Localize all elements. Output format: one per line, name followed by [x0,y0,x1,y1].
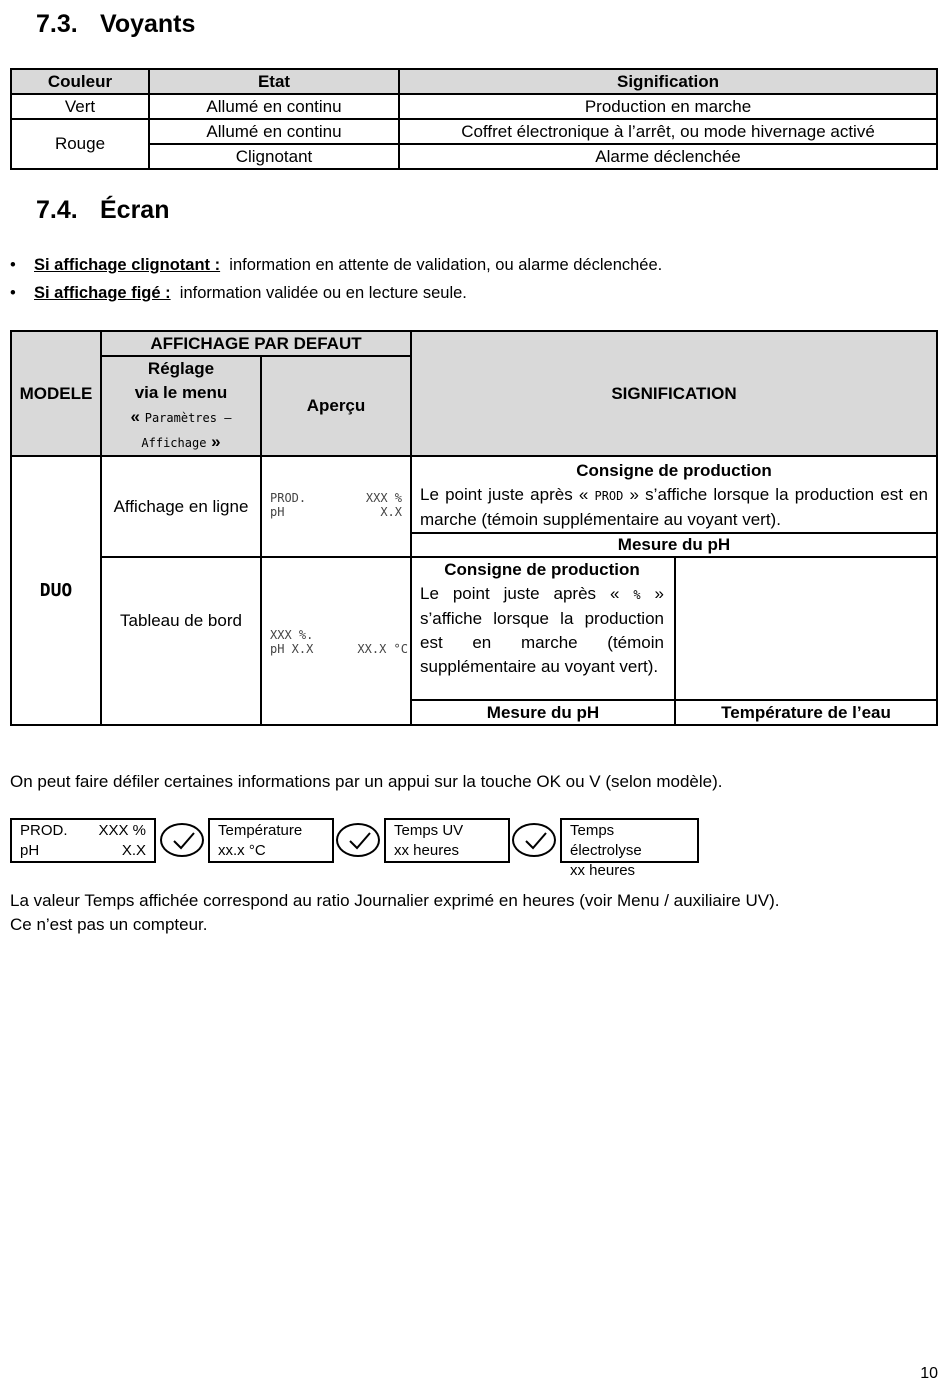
box-text: xx heures [570,862,636,879]
table-row [11,94,937,119]
reglage-line: Réglage [147,359,215,378]
bullet-label: Si affichage figé : [34,284,171,302]
display-preview [261,456,411,557]
preview-text: pH X.X [270,642,314,656]
signification-code: % [633,588,641,602]
bullet-text: information en attente de validation, ou alarme déclenchée. [229,256,663,274]
cell-couleur: Vert [11,94,149,119]
preview-text: pH [270,505,285,519]
signification-mesure: Mesure du pH [411,533,937,557]
box-text: PROD. [20,822,68,839]
signification-mesure: Mesure du pH [411,700,675,725]
box-text: pH [20,842,40,859]
signification-temperature: Température de l’eau [675,700,937,725]
ecran-table [10,330,938,726]
cell-reglage: Affichage en ligne [101,456,261,557]
display-preview [261,557,411,725]
box-text: Temps UV [394,822,464,839]
section-title: Voyants [100,10,196,38]
col-header-reglage [101,356,261,456]
signification-title: Consigne de production [444,560,640,579]
signification-cell [411,456,937,533]
preview-text: XX.X °C [357,642,408,656]
reglage-menu-path: Paramètres – [144,411,232,425]
box-text: Temps électrolyse [570,822,642,859]
table-row [11,456,937,533]
col-header-signification: SIGNIFICATION [411,331,937,456]
cell-reglage-text: Tableau de bord [120,611,242,630]
cell-etat: Clignotant [149,144,399,169]
check-circle-icon [336,823,380,857]
preview-text: XXX % [365,491,402,505]
bullet-dot-icon: • [10,256,16,274]
bullet-text: information validée ou en lecture seule. [179,284,467,302]
display-box-prod [10,818,156,863]
preview-text: X.X [380,505,402,519]
signification-text: » s’affiche lorsque la production est en marche (témoin supplémentaire au voyant vert). [420,584,664,676]
col-header-signification: Signification [399,69,937,94]
section-number: 7.4. [36,196,78,224]
paragraph: La valeur Temps affichée correspond au ratio Journalier exprimé en heures (voir Menu / auxiliaire UV). [10,891,780,910]
bullet-label: Si affichage clignotant : [34,256,221,274]
signification-empty-cell [675,557,937,700]
col-header-modele: MODELE [11,331,101,456]
signification-text: » s’affiche lorsque la production est en marche (témoin supplémentaire au voyant vert). [420,485,928,529]
section-heading-ecran [36,196,169,225]
display-box-temps-electrolyse [560,818,699,879]
cell-couleur: Rouge [11,119,149,169]
bullet-dot-icon: • [10,284,16,302]
bullet-item [10,284,467,303]
col-header-couleur: Couleur [11,69,149,94]
col-header-affichage: AFFICHAGE PAR DEFAUT [101,331,411,356]
check-circle-icon [160,823,204,857]
box-text: Température [218,822,303,839]
table-row [11,557,937,700]
box-text: XXX % [98,822,146,839]
signification-text: Le point juste après « [420,485,595,504]
check-circle-icon [512,823,556,857]
reglage-quote-open: « [130,407,145,426]
reglage-menu-path: Affichage [141,436,207,450]
cell-modele: DUO [11,456,101,725]
cell-signification: Coffret électronique à l’arrêt, ou mode hivernage activé [399,119,937,144]
table-row [11,144,937,169]
bullet-item [10,256,662,275]
cell-signification: Production en marche [399,94,937,119]
display-box-temperature [208,818,334,863]
col-header-etat: Etat [149,69,399,94]
table-header-row [11,69,937,94]
box-text: xx heures [394,842,460,859]
box-text: X.X [121,842,146,859]
section-number: 7.3. [36,10,78,38]
signification-code: PROD [594,489,624,503]
signification-cell [411,557,675,700]
col-header-apercu: Aperçu [261,356,411,456]
box-text: xx.x °C [218,842,266,859]
cell-etat: Allumé en continu [149,94,399,119]
preview-text: PROD. [270,491,307,505]
reglage-quote-close: » [206,432,221,451]
cell-reglage [101,557,261,725]
signification-text: Le point juste après « [420,584,634,603]
signification-title: Consigne de production [576,461,772,480]
table-header-row [11,331,937,356]
cell-signification: Alarme déclenchée [399,144,937,169]
paragraph: Ce n’est pas un compteur. [10,915,208,934]
section-heading-voyants [36,10,195,39]
table-row [11,119,937,144]
section-title: Écran [100,196,170,224]
reglage-line: via le menu [134,383,228,402]
page-number: 10 [920,1365,938,1382]
display-box-temps-uv [384,818,510,863]
preview-text: XXX %. [270,628,314,642]
scroll-description: On peut faire défiler certaines informations par un appui sur la touche OK ou V (selon modèle). [10,772,723,791]
cell-etat: Allumé en continu [149,119,399,144]
voyants-table [10,68,938,170]
